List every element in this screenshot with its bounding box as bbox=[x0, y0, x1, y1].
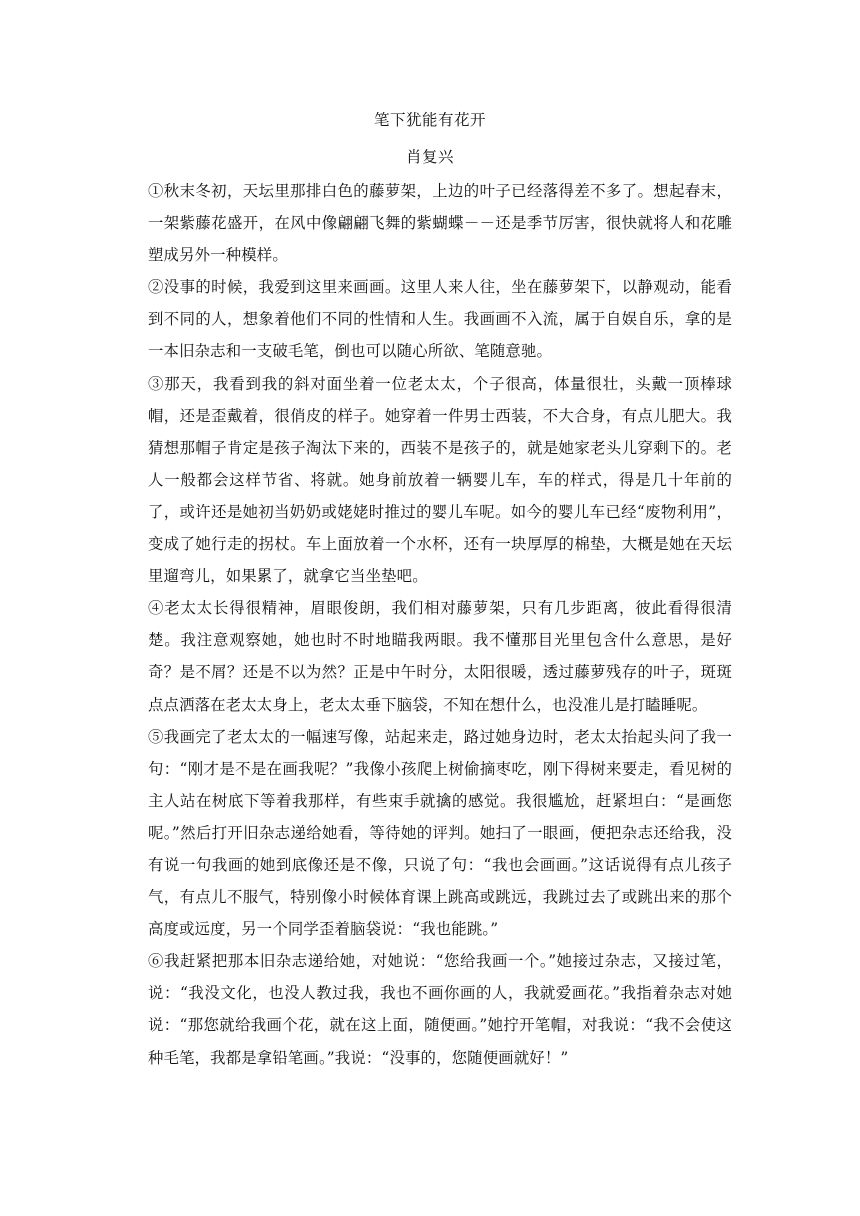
document-body bbox=[148, 175, 732, 1074]
paragraph-2: ②没事的时候，我爱到这里来画画。这里人来人往，坐在藤萝架下，以静观动，能看到不同的人，想象着他们不同的性情和人生。我画画不入流，属于自娱自乐，拿的是一本旧杂志和一支破毛笔，倒也可以随心所欲、笔随意驰。 bbox=[148, 278, 732, 361]
paragraph-1: ①秋末冬初，天坛里那排白色的藤萝架，上边的叶子已经落得差不多了。想起春末，一架紫藤花盛开，在风中像翩翩飞舞的紫蝴蝶－－还是季节厉害，很快就将人和花雕塑成另外一种模样。 bbox=[148, 182, 732, 265]
paragraph-6: ⑥我赶紧把那本旧杂志递给她，对她说：“您给我画一个。”她接过杂志，又接过笔，说：“我没文化，也没人教过我，我也不画你画的人，我就爱画花。”我指着杂志对她说：“那您就给我画个花，就在这上面，随便画。”她拧开笔帽，对我说：“我不会使这种毛笔，我都是拿铅笔画。”我说：“没事的，您随便画就好！” bbox=[148, 952, 732, 1067]
paragraph-4: ④老太太长得很精神，眉眼俊朗，我们相对藤萝架，只有几步距离，彼此看得很清楚。我注意观察她，她也时不时地瞄我两眼。我不懂那目光里包含什么意思，是好奇？是不屑？还是不以为然？正是中午时分，太阳很暖，透过藤萝残存的叶子，斑斑点点洒落在老太太身上，老太太垂下脑袋，不知在想什么，也没准儿是打瞌睡呢。 bbox=[148, 599, 732, 714]
paragraph-3: ③那天，我看到我的斜对面坐着一位老太太，个子很高，体量很壮，头戴一顶棒球帽，还是歪戴着，很俏皮的样子。她穿着一件男士西装，不大合身，有点儿肥大。我猜想那帽子肯定是孩子淘汰下来的，西装不是孩子的，就是她家老头儿穿剩下的。老人一般都会这样节省、将就。她身前放着一辆婴儿车，车的样式，得是几十年前的了，或许还是她初当奶奶或姥姥时推过的婴儿车呢。如今的婴儿车已经“废物利用”，变成了她行走的拐杖。车上面放着一个水杯，还有一块厚厚的棉垫，大概是她在天坛里遛弯儿，如果累了，就拿它当坐垫吧。 bbox=[148, 374, 732, 586]
document-author: 肖复兴 bbox=[405, 148, 454, 166]
document-title: 笔下犹能有花开 bbox=[373, 111, 486, 129]
paragraph-5: ⑤我画完了老太太的一幅速写像，站起来走，路过她身边时，老太太抬起头问了我一句：“刚才是不是在画我呢？”我像小孩爬上树偷摘枣吃，刚下得树来要走，看见树的主人站在树底下等着我那样，有些束手就擒的感觉。我很尴尬，赶紧坦白：“是画您呢。”然后打开旧杂志递给她看，等待她的评判。她扫了一眼画，便把杂志还给我，没有说一句我画的她到底像还是不像，只说了句：“我也会画画。”这话说得有点儿孩子气，有点儿不服气，特别像小时候体育课上跳高或跳远，我跳过去了或跳出来的那个高度或远度，另一个同学歪着脑袋说：“我也能跳。” bbox=[148, 727, 732, 939]
